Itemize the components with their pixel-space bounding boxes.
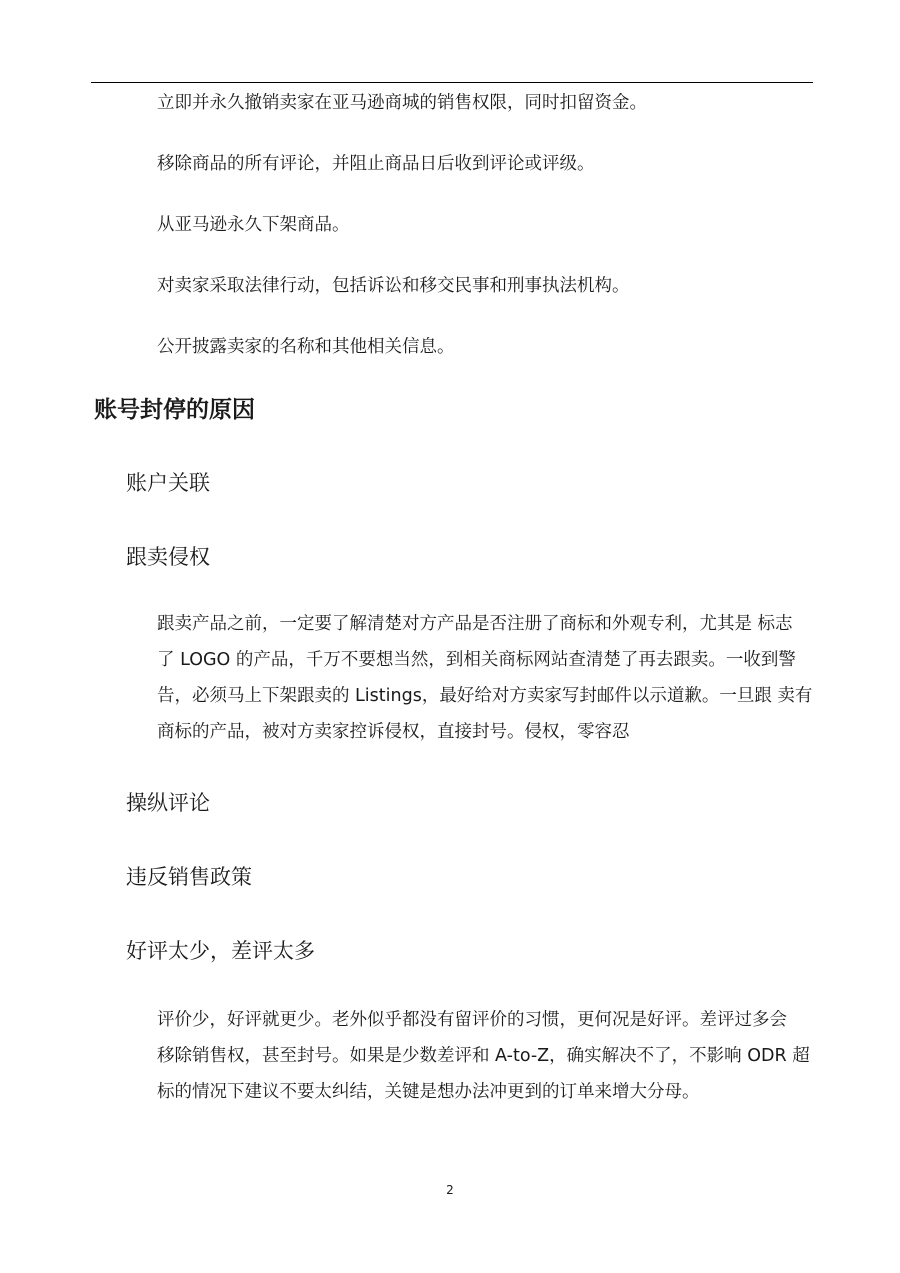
text-line: 跟卖产品之前，一定要了解清楚对方产品是否注册了商标和外观专利，尤其是 标志 (157, 614, 793, 634)
subsection-sales-policy-violation: 违反销售政策 (126, 865, 252, 889)
follow-sell-paragraph (157, 606, 817, 750)
paragraph-delist-product: 从亚马逊永久下架商品。 (157, 215, 350, 235)
paragraph-remove-reviews: 移除商品的所有评论，并阻止商品日后收到评论或评级。 (157, 154, 595, 174)
header-rule (91, 82, 813, 83)
subsection-few-good-many-bad: 好评太少，差评太多 (126, 939, 315, 963)
text-line: 标的情况下建议不要太纠结，关键是想办法冲更到的订单来增大分母。 (157, 1082, 700, 1102)
paragraph-legal-action: 对卖家采取法律行动，包括诉讼和移交民事和刑事执法机构。 (157, 276, 630, 296)
subsection-account-linking: 账户关联 (126, 471, 210, 495)
text-line: 了 LOGO 的产品，千万不要想当然，到相关商标网站查清楚了再去跟卖。一收到警 (157, 650, 796, 670)
text-line: 商标的产品，被对方卖家控诉侵权，直接封号。侵权，零容忍 (157, 722, 630, 742)
section-title: 账号封停的原因 (94, 397, 255, 423)
page-number: 2 (446, 1183, 454, 1197)
paragraph-revoke-selling: 立即并永久撤销卖家在亚马逊商城的销售权限，同时扣留资金。 (157, 93, 647, 113)
subsection-follow-sell-infringement: 跟卖侵权 (126, 545, 210, 569)
reviews-paragraph (157, 1002, 817, 1110)
paragraph-public-disclosure: 公开披露卖家的名称和其他相关信息。 (157, 337, 455, 357)
text-line: 移除销售权，甚至封号。如果是少数差评和 A-to-Z，确实解决不了，不影响 ODR 超 (157, 1046, 810, 1066)
text-line: 评价少，好评就更少。老外似乎都没有留评价的习惯，更何况是好评。差评过多会 (157, 1010, 787, 1030)
subsection-review-manipulation: 操纵评论 (126, 791, 210, 815)
text-line: 告，必须马上下架跟卖的 Listings，最好给对方卖家写封邮件以示道歉。一旦跟 卖有 (157, 686, 813, 706)
